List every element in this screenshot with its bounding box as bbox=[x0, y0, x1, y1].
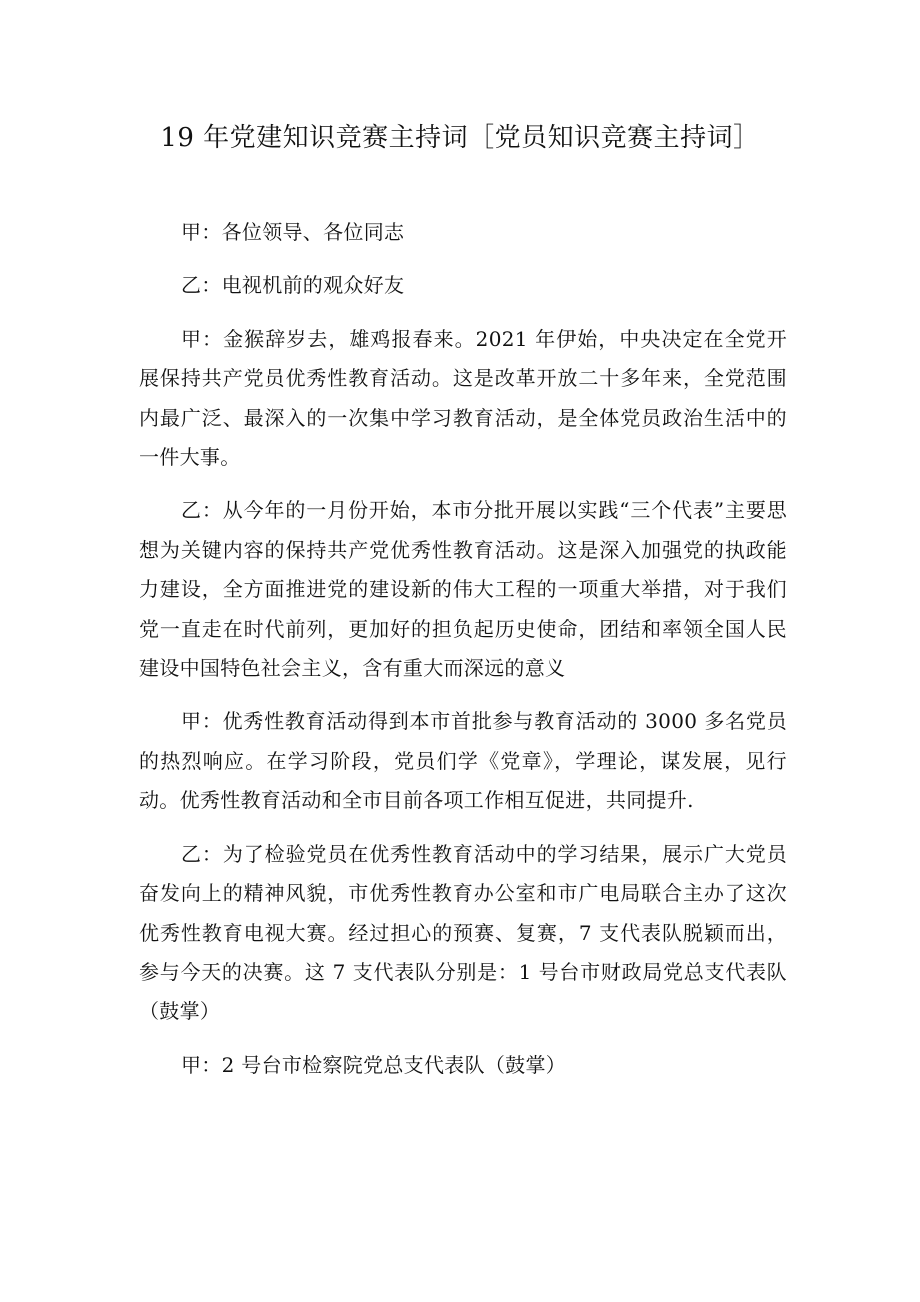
document-title: 19 年党建知识竞赛主持词［党员知识竞赛主持词］ bbox=[160, 123, 760, 153]
paragraph-greeting-leaders: 甲：各位领导、各位同志 bbox=[181, 220, 405, 244]
paragraph-greeting-audience: 乙：电视机前的观众好友 bbox=[181, 273, 405, 298]
paragraph-team-two: 甲：2 号台市检察院党总支代表队（鼓掌） bbox=[181, 1052, 567, 1077]
paragraph-intro-campaign: 甲：金猴辞岁去，雄鸡报春来。2021 年伊始，中央决定在全党开展保持共产党员优秀性教育活动。这是改革开放二十多年来，全党范围内最广泛、最深入的一次集中学习教育活动，是全体党员政治生活中的一件大事。 bbox=[139, 326, 787, 470]
paragraph-contest-teams: 乙：为了检验党员在优秀性教育活动中的学习结果，展示广大党员奋发向上的精神风貌，市优秀性教育办公室和市广电局联合主办了这次优秀性教育电视大赛。经过担心的预赛、复赛，7 支代表队脱颖而出，参与今天的决赛。这 7 支代表队分别是：1 号台市财政局党总支代表队（鼓掌） bbox=[139, 841, 787, 1024]
paragraph-member-response: 甲：优秀性教育活动得到本市首批参与教育活动的 3000 多名党员的热烈响应。在学习阶段，党员们学《党章》，学理论，谋发展，见行动。优秀性教育活动和全市目前各项工作相互促进，共同提升. bbox=[139, 709, 787, 813]
document-body bbox=[139, 213, 787, 1099]
paragraph-campaign-significance: 乙：从今年的一月份开始，本市分批开展以实践“三个代表”主要思想为关键内容的保持共产党优秀性教育活动。这是深入加强党的执政能力建设，全方面推进党的建设新的伟大工程的一项重大举措，对于我们党一直走在时代前列，更加好的担负起历史使命，团结和率领全国人民建设中国特色社会主义，含有重大而深远的意义 bbox=[139, 498, 787, 681]
